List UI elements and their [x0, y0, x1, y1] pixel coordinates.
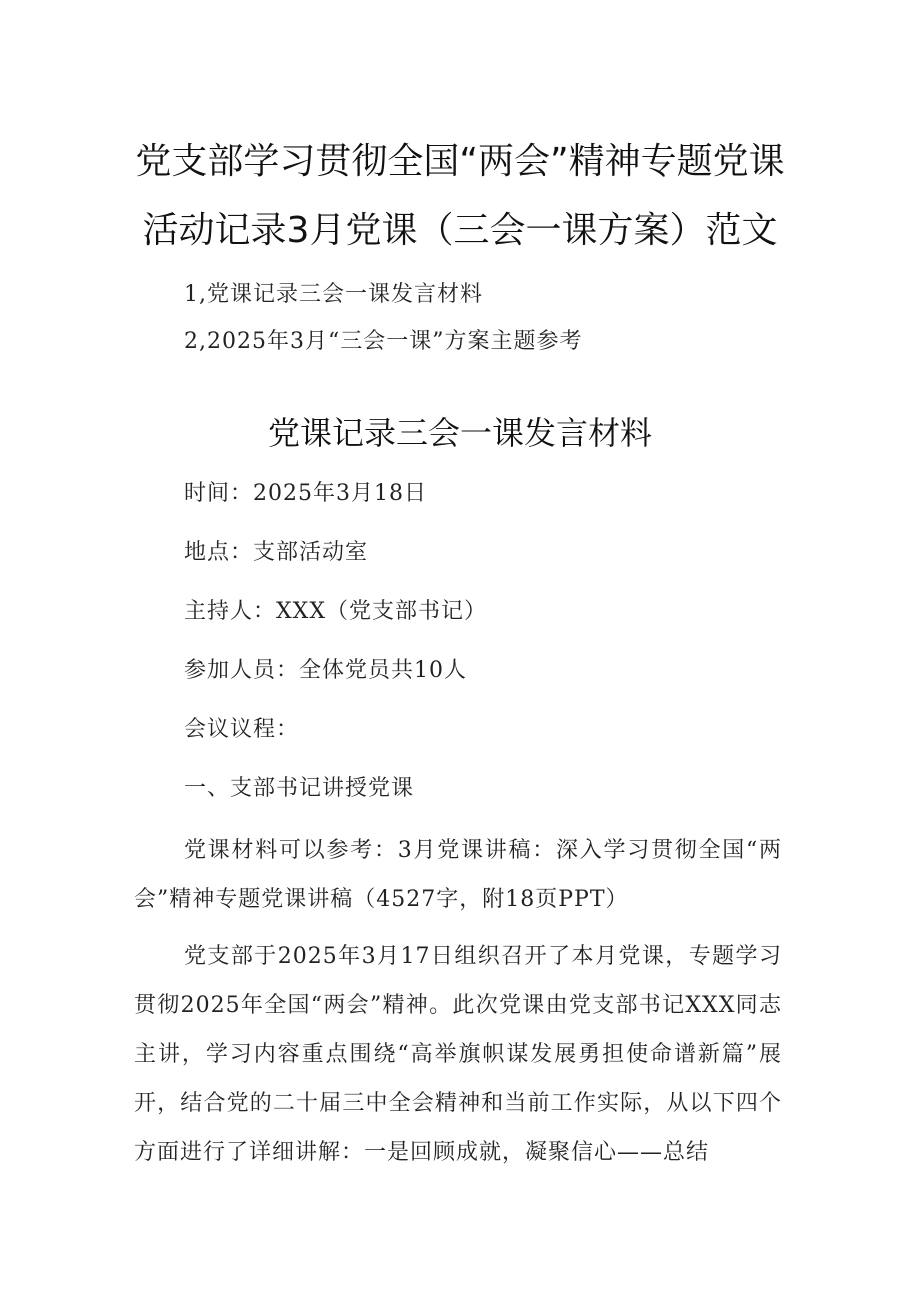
agenda-item-1: 一、支部书记讲授党课	[184, 776, 415, 801]
section-heading: 党课记录三会一课发言材料	[267, 414, 652, 452]
body-paragraph-2: 党支部于2025年3月17日组织召开了本月党课，专题学习贯彻2025年全国“两会”精神。此次党课由党支部书记XXX同志主讲，学习内容重点围绕“高举旗帜谋发展勇担使命谱新篇”展开，结合党的二十届三中全会精神和当前工作实际，从以下四个方面进行了详细讲解：一是回顾成就，凝聚信心——总结	[134, 944, 782, 1165]
body-paragraph-1: 党课材料可以参考：3月党课讲稿：深入学习贯彻全国“两会”精神专题党课讲稿（4527字，附18页PPT）	[134, 838, 782, 912]
toc-item-1: 1,党课记录三会一课发言材料	[184, 282, 483, 307]
document-title-line-1: 党支部学习贯彻全国“两会”精神专题党课	[135, 141, 785, 182]
toc-item-2: 2,2025年3月“三会一课”方案主题参考	[184, 329, 583, 354]
meeting-time: 时间：2025年3月18日	[184, 481, 427, 506]
meeting-attendees: 参加人员：全体党员共10人	[184, 658, 467, 683]
agenda-label: 会议议程：	[184, 717, 300, 742]
document-title-line-2: 活动记录3月党课（三会一课方案）范文	[142, 210, 778, 251]
meeting-host: 主持人：XXX（党支部书记）	[184, 599, 487, 624]
meeting-place: 地点：支部活动室	[184, 540, 369, 565]
